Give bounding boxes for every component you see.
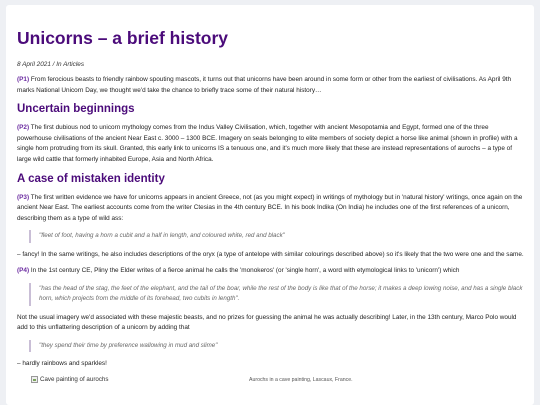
paragraph-text-p1: From ferocious beasts to friendly rainbow spouting mascots, it turns out that unicorns have been around in some form or other from the earliest of civilisations. As April 9th marks National Unicorn Day, we thought we'd take the chance to briefly trace some of their natural history… (17, 76, 512, 94)
paragraph-p4 (17, 266, 524, 277)
figure-alt-text: Cave painting of aurochs (40, 375, 109, 383)
paragraph-label-p3: (P3) (17, 193, 30, 201)
broken-image-icon (31, 376, 38, 383)
paragraph-rainbows: – hardly rainbows and sparkles! (17, 360, 107, 368)
figure-aurochs (17, 376, 524, 394)
article-card (6, 5, 534, 405)
paragraph-text-p4: In the 1st century CE, Pliny the Elder writes of a fierce animal he calls the 'monokeros' (or 'single horn', a word with etymological links to 'unicorn') which (29, 267, 460, 275)
paragraph-fancy: – fancy! In the same writings, he also includes descriptions of the oryx (a type of antelope with similar colourings described above) so it's likely that the two were one and the same. (17, 250, 524, 258)
section-heading-mistaken-identity: A case of mistaken identity (17, 172, 165, 185)
section-heading-uncertain-beginnings: Uncertain beginnings (17, 103, 135, 116)
paragraph-p3 (17, 193, 524, 225)
paragraph-label-p2: (P2) (17, 124, 30, 132)
paragraph-p2 (17, 123, 524, 165)
paragraph-label-p4: (P4) (17, 267, 30, 275)
figure-image-placeholder (31, 376, 171, 394)
paragraph-marco-polo: Not the usual imagery we'd associated with these majestic beasts, and no prizes for guessing the animal he was actually describing! Later, in the 13th century, Marco Polo would add to this unflattering description of a unicorn by adding that (17, 313, 517, 332)
article-meta: 8 April 2021 / In Articles (17, 61, 85, 68)
paragraph-label-p1: (P1) (17, 76, 30, 83)
paragraph-p1 (17, 75, 524, 96)
quote-pliny: "has the head of the stag, the feet of the elephant, and the tail of the boar, while the rest of the body is like that of the horse; it makes a deep lowing noise, and has a single black horn, which projects from the middle of its forehead, two cubits in length". (29, 283, 524, 306)
figure-caption: Aurochs in a cave painting, Lascaux, France. (249, 376, 353, 383)
article-title: Unicorns – a brief history (17, 28, 229, 48)
paragraph-text-p2: The first dubious nod to unicorn mythology comes from the Indus Valley Civilisation, which, together with ancient Mesopotamia and Egypt, formed one of the three powerhouse civilisations of the ancient Near East c. 3000 – 1300 BCE. Imagery on seals belonging to elite members of society depict a horse like animal (shown in profile) with a single horn protruding from its skull. Granted, this early link to unicorns IS a tenuous one, and it's much more likely that these are instead representations of aurochs – a type of large wild cattle that formerly inhabited Europe, Asia and North Africa. (17, 124, 518, 163)
quote-ctesias: "fleet of foot, having a horn a cubit and a half in length, and coloured white, red and black" (29, 230, 524, 242)
paragraph-text-p3: The first written evidence we have for unicorns appears in ancient Greece, not (as you might expect) in writings of mythology but in 'natural history' writings, once again on the ancient Near East. The earliest accounts come from the writer Ctesias in the 4th century BCE. In his book Indika (On India) he includes one of the first references of a unicorn, describing them as a type of wild ass: (17, 193, 523, 222)
quote-marco-polo: "they spend their time by preference wallowing in mud and slime" (29, 340, 524, 352)
